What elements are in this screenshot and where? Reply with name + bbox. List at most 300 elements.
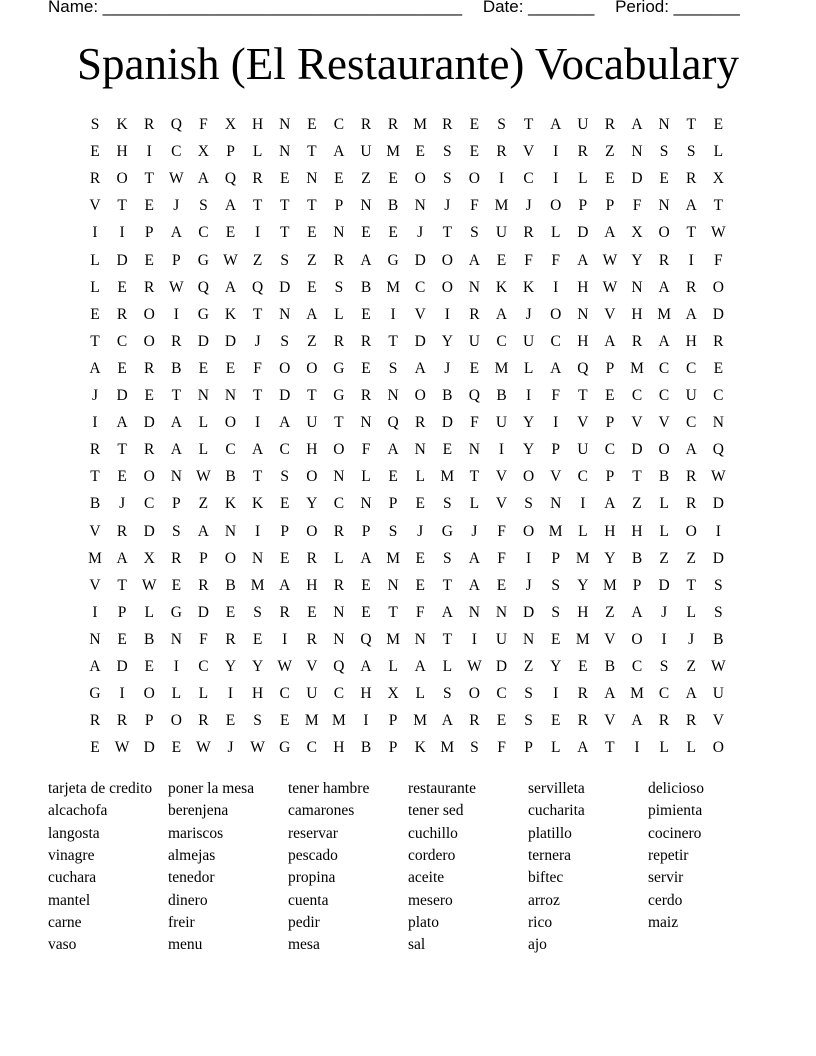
grid-letter: R xyxy=(333,251,345,269)
grid-letter: I xyxy=(580,495,586,513)
grid-letter: T xyxy=(632,468,642,486)
grid-row xyxy=(82,656,742,683)
grid-letter: Z xyxy=(252,251,263,269)
word-bank-item: reservar xyxy=(288,824,338,842)
grid-letter: D xyxy=(197,332,209,350)
grid-letter: R xyxy=(144,441,155,459)
date-field-label: Date: _______ xyxy=(482,0,595,16)
grid-letter: N xyxy=(89,630,101,648)
word-bank-item: mesero xyxy=(408,891,453,909)
grid-letter: P xyxy=(280,522,289,540)
grid-letter: P xyxy=(388,495,398,513)
grid-letter: D xyxy=(143,414,155,432)
grid-letter: N xyxy=(495,603,508,621)
grid-letter: A xyxy=(441,712,453,730)
grid-letter: N xyxy=(224,387,237,404)
grid-letter: I xyxy=(92,224,98,242)
grid-letter: F xyxy=(253,359,262,377)
word-bank-item: poner la mesa xyxy=(168,780,255,797)
grid-letter: O xyxy=(224,549,237,567)
grid-letter: C xyxy=(577,468,588,486)
grid-letter: E xyxy=(361,305,371,323)
grid-letter: N xyxy=(387,387,399,404)
grid-letter: S xyxy=(280,332,289,350)
grid-letter: A xyxy=(170,224,182,242)
word-bank-item: langosta xyxy=(48,824,100,842)
grid-letter: S xyxy=(713,603,723,621)
grid-letter: E xyxy=(334,170,344,188)
grid-letter: D xyxy=(279,387,291,404)
grid-letter: D xyxy=(631,441,643,459)
grid-letter: V xyxy=(631,414,643,432)
grid-letter: J xyxy=(661,603,668,621)
grid-letter: R xyxy=(577,712,588,730)
grid-letter: E xyxy=(469,116,480,133)
grid-letter: I xyxy=(255,224,261,242)
grid-letter: E xyxy=(415,495,425,513)
grid-letter: P xyxy=(524,739,533,757)
grid-letter: L xyxy=(578,522,588,540)
grid-letter: G xyxy=(89,685,101,703)
grid-letter: D xyxy=(495,658,508,675)
grid-letter: A xyxy=(224,278,237,296)
grid-letter: E xyxy=(117,630,127,648)
grid-letter: E xyxy=(415,576,425,594)
grid-letter: O xyxy=(143,305,155,323)
grid-letter: R xyxy=(279,603,290,621)
grid-letter: Y xyxy=(224,658,237,675)
grid-letter: T xyxy=(686,576,696,594)
grid-letter: Z xyxy=(686,658,696,675)
grid-letter: W xyxy=(250,739,265,757)
grid-letter: T xyxy=(279,197,290,215)
grid-letter: B xyxy=(442,387,453,404)
grid-letter: F xyxy=(199,630,208,648)
grid-letter: T xyxy=(279,224,290,242)
grid-letter: N xyxy=(658,116,670,133)
grid-letter: U xyxy=(495,630,508,648)
grid-letter: H xyxy=(251,685,264,703)
grid-letter: I xyxy=(173,658,179,675)
grid-letter: M xyxy=(630,359,644,377)
grid-letter: N xyxy=(224,522,237,540)
grid-letter: R xyxy=(198,576,209,594)
grid-letter: G xyxy=(170,603,182,621)
grid-letter: M xyxy=(386,278,400,296)
grid-letter: D xyxy=(658,576,670,594)
grid-letter: P xyxy=(605,197,615,215)
grid-letter: T xyxy=(713,197,724,215)
grid-letter: G xyxy=(333,359,345,377)
grid-letter: R xyxy=(523,224,534,242)
grid-letter: H xyxy=(306,576,318,594)
grid-letter: N xyxy=(333,630,345,648)
grid-letter: V xyxy=(495,495,508,513)
grid-letter: R xyxy=(306,549,317,567)
word-bank-item: tarjeta de credito xyxy=(48,780,153,797)
grid-letter: C xyxy=(658,685,670,703)
grid-letter: I xyxy=(444,305,450,323)
grid-letter: H xyxy=(631,522,643,540)
word-bank-item: arroz xyxy=(528,891,560,909)
grid-letter: A xyxy=(360,549,372,567)
grid-letter: L xyxy=(198,685,209,703)
grid-letter: T xyxy=(171,387,182,404)
grid-letter: N xyxy=(550,495,562,513)
grid-letter: E xyxy=(496,576,507,594)
grid-letter: Z xyxy=(361,170,371,188)
grid-letter: H xyxy=(577,332,589,350)
grid-letter: B xyxy=(360,739,372,757)
grid-letter: N xyxy=(197,387,209,404)
grid-letter: P xyxy=(551,549,560,567)
grid-letter: K xyxy=(251,495,264,513)
word-bank-item: plato xyxy=(408,913,439,931)
grid-letter: M xyxy=(331,712,346,730)
grid-letter: E xyxy=(388,170,398,188)
grid-letter: W xyxy=(277,658,292,675)
grid-letter: A xyxy=(360,658,372,675)
word-bank-item: freir xyxy=(168,913,195,931)
grid-letter: J xyxy=(417,522,424,540)
grid-letter: P xyxy=(199,549,208,567)
word-bank-item: cuchillo xyxy=(408,824,458,842)
grid-letter: Y xyxy=(522,414,535,432)
grid-letter: B xyxy=(387,197,399,215)
word-bank-item: pescado xyxy=(288,846,338,864)
grid-letter: J xyxy=(119,495,126,513)
grid-letter: K xyxy=(495,278,508,296)
grid-letter: E xyxy=(117,468,127,486)
grid-row xyxy=(82,358,742,385)
grid-letter: A xyxy=(441,603,453,621)
grid-letter: I xyxy=(255,414,261,432)
grid-letter: M xyxy=(494,359,509,377)
grid-letter: R xyxy=(713,332,724,350)
grid-letter: R xyxy=(631,332,643,350)
grid-letter: F xyxy=(713,251,723,269)
grid-letter: Y xyxy=(604,549,616,567)
grid-letter: O xyxy=(143,468,155,486)
grid-letter: R xyxy=(686,468,697,486)
grid-letter: J xyxy=(471,522,478,540)
grid-letter: A xyxy=(89,658,101,675)
grid-letter: U xyxy=(468,332,480,350)
grid-letter: W xyxy=(196,468,211,486)
grid-letter: L xyxy=(686,603,696,621)
grid-letter: C xyxy=(686,414,697,432)
grid-letter: B xyxy=(225,468,236,486)
grid-letter: E xyxy=(90,143,100,161)
grid-letter: I xyxy=(92,603,98,621)
grid-letter: L xyxy=(90,278,100,296)
grid-letter: S xyxy=(442,143,452,161)
grid-letter: H xyxy=(631,305,643,323)
grid-letter: E xyxy=(713,116,724,133)
grid-letter: N xyxy=(170,468,182,486)
grid-letter: T xyxy=(388,332,398,350)
grid-letter: M xyxy=(440,468,455,486)
grid-letter: E xyxy=(442,441,453,459)
grid-letter: W xyxy=(710,224,726,242)
grid-letter: V xyxy=(414,305,426,323)
grid-letter: N xyxy=(468,278,480,296)
grid-letter: L xyxy=(659,739,669,757)
grid-letter: C xyxy=(225,441,236,459)
grid-letter: I xyxy=(363,712,369,730)
grid-letter: N xyxy=(631,143,643,161)
grid-letter: E xyxy=(225,224,236,242)
grid-letter: D xyxy=(414,251,426,269)
grid-letter: D xyxy=(143,522,155,540)
grid-letter: Q xyxy=(387,414,399,432)
grid-letter: R xyxy=(116,305,128,323)
grid-letter: P xyxy=(578,197,588,215)
grid-letter: L xyxy=(713,143,724,161)
grid-letter: B xyxy=(89,495,101,513)
grid-letter: P xyxy=(551,441,560,459)
grid-letter: R xyxy=(686,278,697,296)
grid-letter: I xyxy=(92,414,98,432)
grid-letter: N xyxy=(306,170,318,188)
grid-letter: M xyxy=(386,630,400,648)
grid-letter: A xyxy=(550,359,562,377)
grid-letter: T xyxy=(523,116,534,133)
word-bank-item: cuchara xyxy=(48,869,97,887)
word-bank-item: vinagre xyxy=(48,846,95,864)
grid-letter: D xyxy=(116,251,128,269)
grid-letter: R xyxy=(469,712,480,730)
grid-letter: A xyxy=(116,414,128,432)
grid-letter: S xyxy=(524,685,533,703)
word-bank-item: maiz xyxy=(648,913,679,931)
grid-letter: D xyxy=(116,658,128,675)
grid-letter: N xyxy=(360,495,372,513)
grid-letter: S xyxy=(253,603,262,621)
grid-letter: Q xyxy=(468,387,480,404)
grid-letter: E xyxy=(361,359,371,377)
grid-row xyxy=(82,331,742,358)
grid-letter: O xyxy=(631,630,643,648)
grid-row xyxy=(82,602,742,629)
grid-letter: J xyxy=(417,224,424,242)
grid-letter: L xyxy=(361,468,371,486)
grid-letter: R xyxy=(252,170,263,188)
grid-letter: S xyxy=(470,224,479,242)
grid-letter: E xyxy=(307,603,317,621)
grid-letter: M xyxy=(630,685,644,703)
grid-letter: L xyxy=(252,143,263,161)
grid-letter: Z xyxy=(523,658,534,675)
grid-letter: L xyxy=(415,468,425,486)
grid-letter: D xyxy=(197,603,209,621)
word-bank-item: delicioso xyxy=(648,780,704,797)
grid-letter: A xyxy=(333,143,345,161)
grid-letter: C xyxy=(116,332,128,350)
grid-letter: N xyxy=(631,278,643,296)
word-bank-item: mariscos xyxy=(168,824,224,842)
word-bank-item: mantel xyxy=(48,891,91,909)
grid-letter: O xyxy=(279,359,291,377)
grid-letter: B xyxy=(604,658,616,675)
grid-letter: J xyxy=(688,630,695,648)
grid-letter: I xyxy=(688,251,694,269)
grid-letter: T xyxy=(334,414,344,432)
word-bank-item: berenjena xyxy=(168,802,229,820)
word-bank-item: sal xyxy=(408,936,426,954)
grid-letter: M xyxy=(575,630,590,648)
grid-letter: D xyxy=(414,332,426,350)
grid-letter: I xyxy=(119,224,125,242)
grid-letter: E xyxy=(605,170,615,188)
grid-letter: E xyxy=(144,387,154,404)
grid-letter: I xyxy=(471,630,477,648)
grid-letter: P xyxy=(632,576,642,594)
grid-letter: U xyxy=(495,414,508,432)
grid-letter: Y xyxy=(550,658,562,675)
grid-letter: M xyxy=(250,576,265,594)
grid-row xyxy=(82,277,742,304)
grid-letter: Q xyxy=(251,278,264,296)
grid-letter: S xyxy=(713,576,723,594)
grid-letter: S xyxy=(199,197,208,215)
grid-letter: R xyxy=(360,387,372,404)
grid-letter: I xyxy=(634,739,640,757)
grid-letter: E xyxy=(198,359,209,377)
grid-letter: H xyxy=(251,116,264,133)
grid-letter: S xyxy=(90,116,100,133)
period-field-label: Period: _______ xyxy=(615,0,740,16)
grid-letter: L xyxy=(415,685,425,703)
grid-letter: R xyxy=(306,630,317,648)
grid-letter: X xyxy=(224,116,237,133)
grid-letter: O xyxy=(170,712,182,730)
grid-letter: O xyxy=(712,278,724,296)
grid-letter: S xyxy=(388,522,398,540)
grid-letter: F xyxy=(632,197,642,215)
grid-row xyxy=(82,493,742,520)
grid-letter: I xyxy=(255,522,261,540)
grid-letter: I xyxy=(661,630,667,648)
grid-letter: W xyxy=(467,658,482,675)
grid-letter: H xyxy=(577,278,589,296)
grid-letter: A xyxy=(631,116,643,133)
grid-letter: A xyxy=(116,549,128,567)
grid-letter: T xyxy=(144,170,154,188)
grid-letter: B xyxy=(144,630,155,648)
grid-letter: S xyxy=(442,549,452,567)
grid-row xyxy=(82,548,742,575)
grid-letter: R xyxy=(415,414,426,432)
grid-row xyxy=(82,412,742,439)
grid-row xyxy=(82,575,742,602)
grid-letter: E xyxy=(496,251,507,269)
grid-letter: E xyxy=(659,170,669,188)
grid-letter: R xyxy=(686,712,697,730)
grid-letter: A xyxy=(197,170,209,188)
grid-letter: A xyxy=(170,441,182,459)
grid-letter: T xyxy=(307,197,317,215)
grid-letter: J xyxy=(254,332,261,350)
grid-letter: R xyxy=(333,576,345,594)
grid-letter: F xyxy=(415,603,425,621)
grid-letter: L xyxy=(686,739,696,757)
grid-letter: D xyxy=(224,332,237,350)
grid-letter: G xyxy=(387,251,399,269)
grid-letter: N xyxy=(414,197,426,215)
grid-letter: A xyxy=(685,197,697,215)
grid-letter: A xyxy=(631,603,643,621)
grid-letter: L xyxy=(144,603,154,621)
grid-letter: W xyxy=(602,251,618,269)
grid-letter: M xyxy=(413,116,428,133)
grid-letter: C xyxy=(333,116,345,133)
grid-letter: P xyxy=(144,224,154,242)
grid-letter: O xyxy=(224,414,237,432)
grid-letter: N xyxy=(414,630,426,648)
grid-letter: L xyxy=(659,495,669,513)
grid-letter: A xyxy=(685,441,697,459)
grid-letter: M xyxy=(88,549,102,567)
grid-letter: A xyxy=(279,576,291,594)
grid-letter: E xyxy=(225,359,236,377)
grid-letter: N xyxy=(170,630,182,648)
grid-letter: S xyxy=(524,712,533,730)
word-bank-item: propina xyxy=(288,869,336,887)
word-bank-item: vaso xyxy=(48,936,77,954)
grid-letter: O xyxy=(333,441,345,459)
grid-letter: N xyxy=(360,197,372,215)
grid-letter: O xyxy=(441,251,453,269)
grid-letter: C xyxy=(279,685,290,703)
grid-letter: M xyxy=(386,143,400,161)
grid-letter: E xyxy=(550,630,561,648)
grid-letter: N xyxy=(279,305,291,323)
grid-letter: T xyxy=(442,630,453,648)
grid-letter: Q xyxy=(170,116,182,133)
grid-letter: L xyxy=(334,549,344,567)
grid-letter: D xyxy=(712,549,724,567)
grid-letter: E xyxy=(144,251,154,269)
grid-letter: J xyxy=(525,576,532,594)
grid-letter: H xyxy=(306,441,318,459)
grid-letter: I xyxy=(526,549,532,567)
grid-letter: R xyxy=(496,143,507,161)
grid-letter: I xyxy=(498,441,505,459)
grid-letter: O xyxy=(550,305,562,323)
grid-letter: H xyxy=(116,143,128,161)
grid-letter: A xyxy=(468,549,480,567)
grid-letter: C xyxy=(658,359,670,377)
grid-letter: A xyxy=(577,251,589,269)
grid-letter: W xyxy=(196,739,211,757)
grid-letter: J xyxy=(173,197,180,215)
grid-letter: E xyxy=(550,712,561,730)
grid-letter: I xyxy=(715,522,721,540)
grid-row xyxy=(82,737,742,764)
grid-letter: O xyxy=(550,197,562,215)
grid-letter: I xyxy=(146,143,152,161)
grid-letter: N xyxy=(468,441,480,459)
grid-letter: T xyxy=(442,224,453,242)
grid-letter: P xyxy=(117,603,127,621)
grid-letter: V xyxy=(522,143,535,161)
grid-letter: O xyxy=(712,739,724,757)
grid-letter: E xyxy=(578,658,588,675)
word-bank-item: carne xyxy=(48,913,82,931)
grid-letter: E xyxy=(90,739,100,757)
grid-letter: L xyxy=(90,251,100,269)
